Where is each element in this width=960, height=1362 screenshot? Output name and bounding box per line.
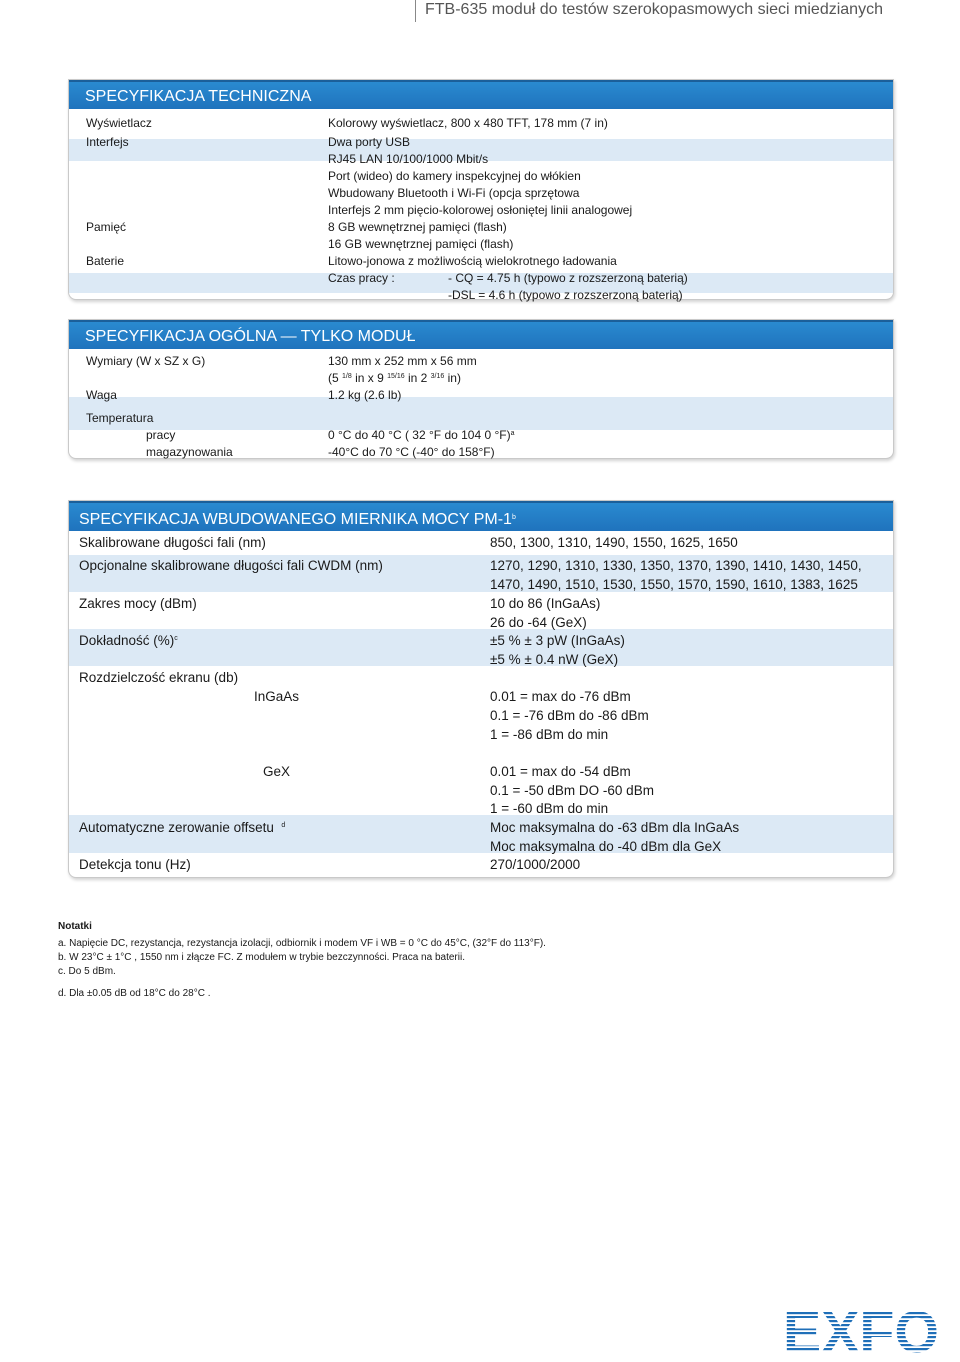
auto-zero-line: Moc maksymalna do -63 dBm dla InGaAs [490,820,740,835]
storage-label: magazynowania [146,445,233,459]
auto-zero-line: Moc maksymalna do -40 dBm dla GeX [490,839,722,854]
memory-label: Pamięć [86,220,127,234]
cwdm-line: 1470, 1490, 1510, 1530, 1550, 1570, 1590, 1610, 1383, 1625 [490,577,858,592]
storage-value: -40°C do 70 °C (-40° do 158°F) [328,445,495,459]
ingaas-line: 0.1 = -76 dBm do -86 dBm [490,708,649,723]
accuracy-line: ±5 % ± 0.4 nW (GeX) [490,652,619,667]
dimensions-value: 130 mm x 252 mm x 56 mm [328,354,477,368]
power-meter-spec-panel [68,500,894,878]
display-label: Wyświetlacz [86,116,152,130]
interface-label: Interfejs [86,135,129,149]
gex-line: 0.01 = max do -54 dBm [490,764,631,779]
power-range-line: 10 do 86 (InGaAs) [490,596,601,611]
runtime-line: - CQ = 4.75 h (typowo z rozszerzoną baterią) [448,271,688,285]
row-bg [69,629,893,666]
interface-line: Dwa porty USB [328,135,411,149]
power-range-label: Zakres mocy (dBm) [79,596,197,611]
temperature-label: Temperatura [86,411,154,425]
general-spec-panel [68,319,894,459]
exfo-logo [783,1308,943,1361]
cwdm-label: Opcjonalne skalibrowane długości fali CWDM (nm) [79,558,383,573]
tone-detection-value: 270/1000/2000 [490,857,581,872]
interface-line: RJ45 LAN 10/100/1000 Mbit/s [328,152,489,166]
battery-value: Litowo-jonowa z możliwością wielokrotnego ładowania [328,254,617,268]
ingaas-line: 0.01 = max do -76 dBm [490,689,631,704]
dimensions-inches: (5 $^{1/8}$ in x 9 $^{15/16}$ in 2 $^{3/16}$ in) [328,371,461,385]
weight-value: 1.2 kg (2.6 lb) [328,388,402,402]
gex-label: GeX [263,764,291,779]
gex-line: 0.1 = -50 dBm DO -60 dBm [490,783,654,798]
note-d: d. Dla ±0.05 dB od 18°C do 28°C . [58,988,211,999]
display-value: Kolorowy wyświetlacz, 800 x 480 TFT, 178 mm (7 in) [328,116,608,130]
accuracy-label: Dokładność (%)$^c$ [79,633,178,648]
tech-spec-title: SPECYFIKACJA TECHNICZNA [69,80,893,109]
interface-line: Interfejs 2 mm pięcio-kolorowej osłoniętej linii analogowej [328,203,633,217]
note-b: b. W 23°C ± 1°C , 1550 nm i złącze FC. Z modułem w trybie bezczynności. Praca na baterii. [58,952,465,963]
interface-line: Wbudowany Bluetooth i Wi-Fi (opcja sprzętowa [328,186,580,200]
general-spec-title: SPECYFIKACJA OGÓLNA — TYLKO MODUŁ [69,320,893,349]
row-bg [69,397,893,430]
power-range-line: 26 do -64 (GeX) [490,615,587,630]
battery-label: Baterie [86,254,125,268]
document-header-title: FTB-635 moduł do testów szerokopasmowych sieci miedzianych [415,0,883,22]
note-c: c. Do 5 dBm. [58,966,116,977]
svg-text:EXFO: EXFO [783,1308,939,1356]
weight-label: Waga [86,388,117,402]
notes-title: Notatki [58,921,92,932]
note-a: a. Napięcie DC, rezystancja, rezystancja izolacji, odbiornik i modem VF i WB = 0 °C do 45°C, (32°F do 113°F). [58,938,546,949]
memory-line: 8 GB wewnętrznej pamięci (flash) [328,220,507,234]
interface-line: Port (wideo) do kamery inspekcyjnej do włókien [328,169,581,183]
dimensions-label: Wymiary (W x SZ x G) [86,354,206,368]
runtime-line: -DSL = 4.6 h (typowo z rozszerzoną baterią) [448,288,683,302]
accuracy-line: ±5 % ± 3 pW (InGaAs) [490,633,625,648]
runtime-label: Czas pracy : [328,271,395,285]
operating-label: pracy [146,428,176,442]
calibrated-value: 850, 1300, 1310, 1490, 1550, 1625, 1650 [490,535,738,550]
calibrated-label: Skalibrowane długości fali (nm) [79,535,266,550]
auto-zero-label: Automatyczne zerowanie offsetu $^d$ [79,820,286,835]
tone-detection-label: Detekcja tonu (Hz) [79,857,191,872]
resolution-label: Rozdzielczość ekranu (db) [79,670,239,685]
operating-value: 0 °C do 40 °C ( 32 °F do 104 0 °F)$^a$ [328,428,515,442]
tech-spec-panel [68,79,894,300]
gex-line: 1 = -60 dBm do min [490,801,609,816]
ingaas-label: InGaAs [254,689,300,704]
ingaas-line: 1 = -86 dBm do min [490,727,609,742]
memory-line: 16 GB wewnętrznej pamięci (flash) [328,237,514,251]
cwdm-line: 1270, 1290, 1310, 1330, 1350, 1370, 1390, 1410, 1430, 1450, [490,558,862,573]
power-meter-spec-title: SPECYFIKACJA WBUDOWANEGO MIERNIKA MOCY PM-1$^b$ [69,501,893,531]
